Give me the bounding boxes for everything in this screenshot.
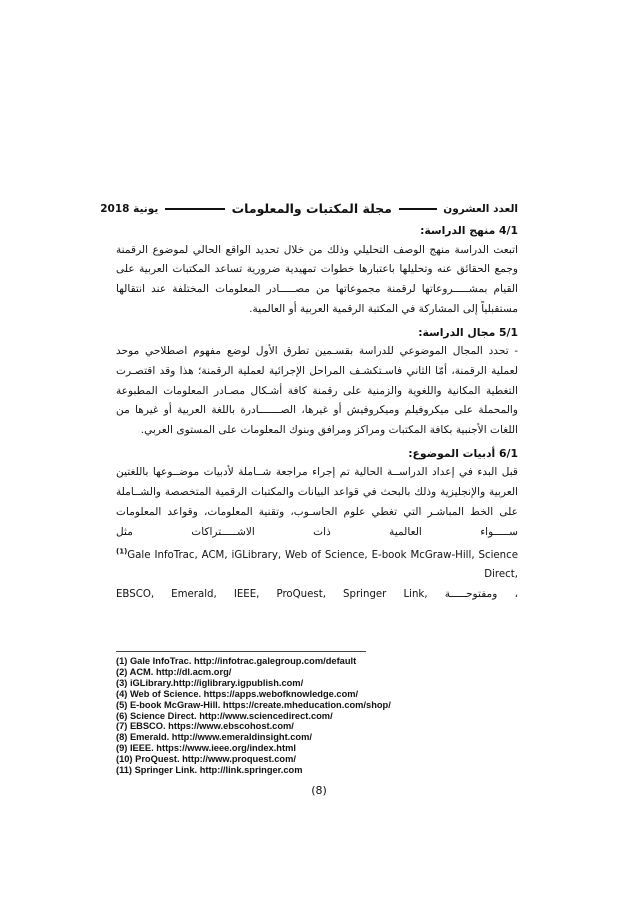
footnote-item: (8) Emerald. http://www.emeraldinsight.com/ (116, 732, 312, 743)
footnote-separator (116, 651, 366, 652)
database-list-line (116, 585, 518, 605)
page-number: (8) (311, 784, 327, 797)
header-date: يونية 2018 (100, 203, 159, 215)
footnote-item: (9) IEEE. https://www.ieee.org/index.html (116, 743, 296, 754)
footnote-item: (11) Springer Link. http://link.springer.com (116, 765, 303, 776)
footnote-item: (1) Gale InfoTrac. http://infotrac.galegroup.com/default (116, 656, 357, 666)
footnote-item: (10) ProQuest. http://www.proquest.com/ (116, 754, 296, 765)
footnote-item: (2) ACM. http://dl.acm.org/ (116, 666, 232, 677)
header-rule (399, 208, 437, 210)
paragraph-literature (116, 463, 518, 542)
footnote-item: (7) EBSCO. https://www.ebscohost.com/ (116, 721, 294, 732)
paragraph-scope: - تحدد المجال الموضوعي للدراسة بقسـمين تطرق الأول لوضع مفهوم اصطلاحي موحد لعملية الرقمنة، أمّا الثاني فاسـتكشـف المراحل الإجرائية لعملية الرقمنة؛ هذا وقد اقتصـرت التغطية المكانية واللغوية والزمنية على رقمنة كافة أشـكال مصـادر المعلومات المطبوعة والمحملة على ميكروفيلم وميكروفيش أو غيرها، الصـــــــادرة باللغة العربية أو غيرها من اللغات الأجنبية بكافة المكتبات ومراكز ومرافق وبنوك المعلومات على المستوى العربي. (116, 345, 518, 437)
footnote-item: (3) iGLibrary.http://iglibrary.igpublish.com/ (116, 677, 304, 688)
database-list-line (116, 542, 518, 585)
footnote-item: (4) Web of Science. https://apps.webofknowledge.com/ (116, 688, 359, 699)
body-text (116, 218, 518, 605)
paragraph-literature-text: قبل البدء في إعداد الدراســة الحالية تم إجراء مراجعة شــاملة لأدبيات موضــوعها باللغتين العربية والإنجليزية وذلك بالبحث في قواعد البيانات والمكتبات الرقمية المتخصصة والشــاملة على الخط المباشـر التي تغطي علوم الحاسـوب، وتقنية المعلومات، وقواعد المعلومات ســـــواء العالمية ذات الاشـــــتراكات مثل (116, 466, 518, 538)
header-journal: مجلة المكتبات والمعلومات (231, 201, 392, 216)
footnote-ref: (1) (116, 547, 128, 556)
section-heading-method: 4/1 منهج الدراسة: (420, 224, 518, 237)
header-issue: العدد العشرون (443, 203, 518, 215)
database-list-1: $^{(1)}$Gale InfoTrac, ACM, iGLibrary, Web of Science, E-book McGraw-Hill, Science Direct, (116, 547, 518, 581)
running-header (100, 200, 518, 218)
database-list-tail: ، ومفتوحـــــة (444, 588, 518, 601)
header-rule (165, 208, 225, 210)
section-heading-scope: 5/1 مجال الدراسة: (418, 325, 518, 339)
database-list-2: EBSCO, Emerald, IEEE, ProQuest, Springer Link, (116, 589, 428, 601)
footnote-item: (6) Science Direct. http://www.sciencedirect.com/ (116, 710, 333, 721)
footnote-item: (5) E-book McGraw-Hill. https://create.mheducation.com/shop/ (116, 699, 391, 710)
footnotes (116, 656, 518, 776)
paragraph-method: اتبعت الدراسة منهج الوصف التحليلي وذلك من خلال تحديد الواقع الحالي لموضوع الرقمنة وجمع الحقائق عنه وتحليلها باعتبارها خطوات تمهيدية ضرورية تساعد المكتبات العربية على القيام بمشـــــروعاتها لرقمنة مجموعاتها من مصـــــادر المعلومات المختلفة عند انتقالها مستقبلياً إلى المشاركة في المكتبة الرقمية العربية أو العالمية. (116, 243, 518, 315)
section-heading-literature: 6/1 أدبيات الموضوع: (408, 446, 518, 460)
